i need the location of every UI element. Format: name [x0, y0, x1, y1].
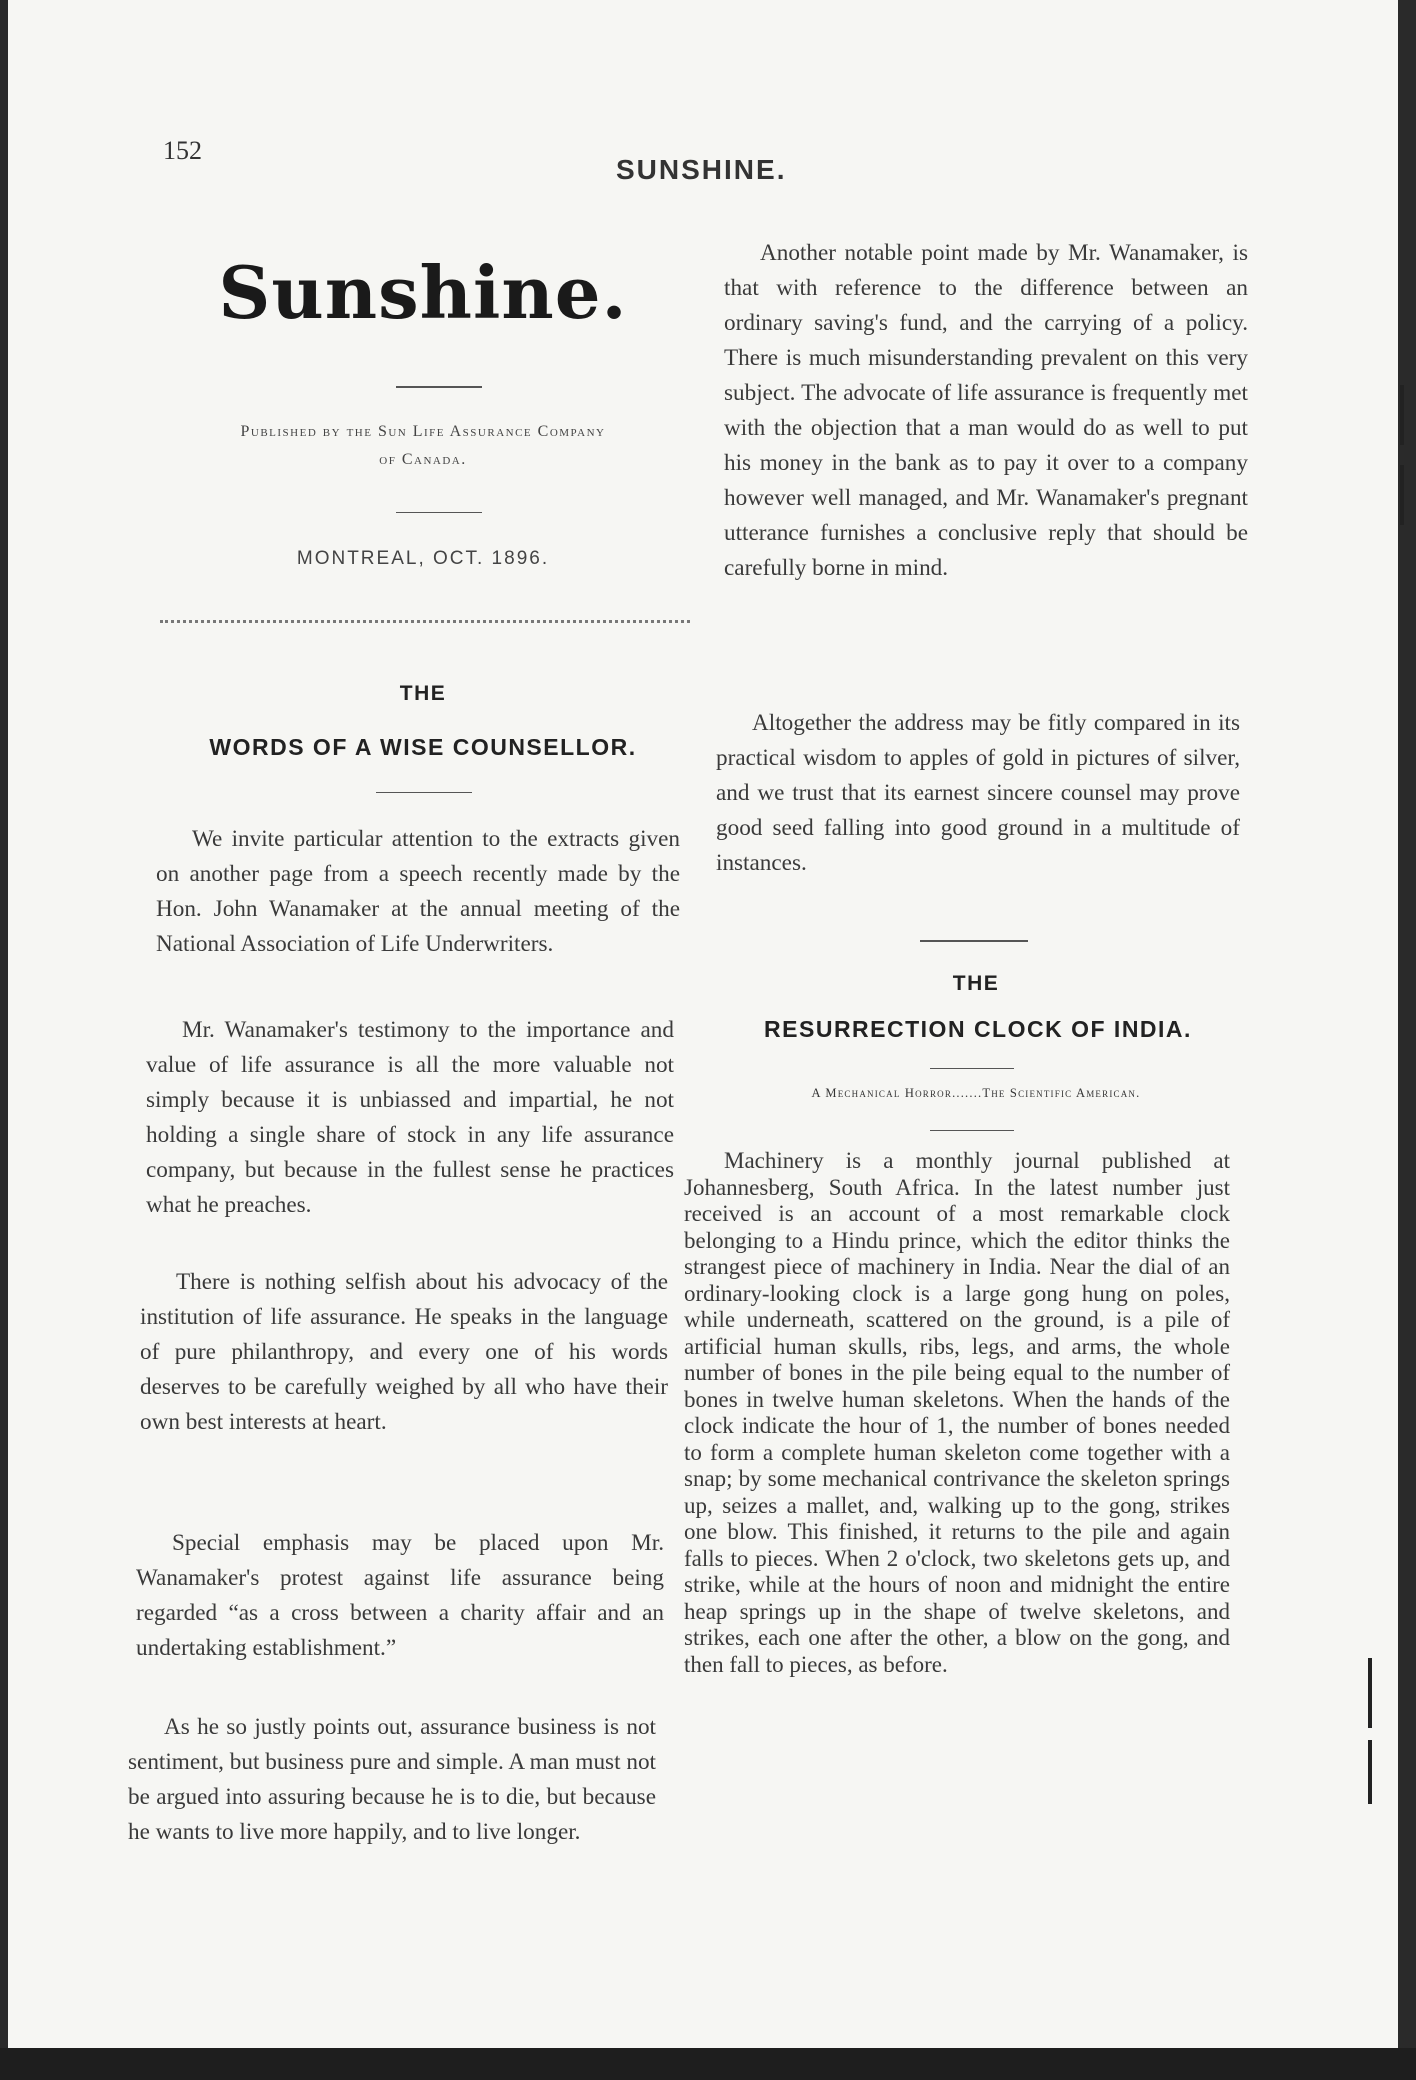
article2-subline: A Mechanical Horror.......The Scientific American. [811, 1086, 1141, 1100]
publisher-line-1: Published by the Sun Life Assurance Company [240, 423, 606, 440]
article2-heading-the: THE [952, 972, 1000, 995]
publisher-rule [396, 512, 482, 513]
scan-bottom-edge [0, 2048, 1416, 2080]
publisher-line-2: of Canada. [379, 451, 467, 468]
article2-heading-rule [930, 1068, 1014, 1069]
article1-heading: WORDS OF A WISE COUNSELLOR. [209, 734, 637, 760]
article1-paragraph-1: We invite particular attention to the extracts given on another page from a speech recently made by the Hon. John Wanamaker at the annual meeting of the National Association of Life Underwriters. [156, 826, 680, 957]
scan-mark-bottom-1 [1368, 1658, 1372, 1728]
masthead-title: Sunshine. [218, 250, 628, 335]
article1-paragraph-5: As he so justly points out, assurance business is not sentiment, but business pure and simple. A man must not be argued into assuring because he is to die, but because he wants to live more happily, and to live longer. [128, 1714, 656, 1845]
article1-heading-rule [376, 792, 472, 793]
article2-paragraph-1: Machinery is a monthly journal published at Johannesberg, South Africa. In the latest number just received is an account of a most remarkable clock belonging to a Hindu prince, which the editor thinks the strangest piece of machinery in India. Near the dial of an ordinary-looking clock is a large gong hung on poles, while underneath, scattered on the ground, is a pile of artificial human skulls, ribs, legs, and arms, the whole number of bones in the pile being equal to the number of bones in twelve human skeletons. When the hands of the clock indicate the hour of 1, the number of bones needed to form a complete human skeleton come together with a snap; by some mechanical contrivance the skeleton springs up, seizes a mallet, and, walking up to the gong, strikes one blow. This finished, it returns to the pile and again falls to pieces. When 2 o'clock, two skeletons gets up, and strike, while at the hours of noon and midnight the entire heap springs up in the shape of twelve skeletons, and strikes, each one after the other, a blow on the gong, and then fall to pieces, as before. [684, 1148, 1230, 1677]
article2-heading: RESURRECTION CLOCK OF INDIA. [764, 1016, 1192, 1042]
article1-paragraph-2: Mr. Wanamaker's testimony to the importance and value of life assurance is all the more valuable not simply because it is unbiassed and impartial, he not holding a single share of stock in any life assurance company, but because in the fullest sense he practices what he preaches. [146, 1017, 674, 1218]
article1-continued-paragraph-2: Altogether the address may be fitly compared in its practical wisdom to apples of gold in pictures of silver, and we trust that its earnest sincere counsel may prove good seed falling into good ground in a multitude of instances. [716, 710, 1240, 876]
article1-heading-the: THE [399, 682, 447, 705]
article1-continued-paragraph-1: Another notable point made by Mr. Wanamaker, is that with reference to the difference between an ordinary saving's fund, and the carrying of a policy. There is much misunderstanding prevalent on this very subject. The advocate of life assurance is frequently met with the objection that a man would do as well to put his money in the bank as to pay it over to a company however well managed, and Mr. Wanamaker's pregnant utterance furnishes a conclusive reply that should be carefully borne in mind. [724, 240, 1248, 581]
article1-paragraph-4: Special emphasis may be placed upon Mr. Wanamaker's protest against life assurance being regarded “as a cross between a charity affair and an undertaking establishment.” [136, 1530, 664, 1661]
scan-mark-top-2 [1400, 465, 1404, 525]
masthead-bottom-rule [160, 620, 690, 623]
page-number: 152 [163, 136, 202, 165]
dateline: MONTREAL, OCT. 1896. [296, 548, 550, 569]
scan-mark-top-1 [1400, 385, 1404, 445]
masthead-rule [396, 386, 482, 388]
journal-running-title: SUNSHINE. [616, 154, 787, 185]
article2-subline-rule [930, 1130, 1014, 1131]
publisher-line [156, 418, 690, 474]
article-separator-rule [920, 940, 1028, 942]
article1-paragraph-3: There is nothing selfish about his advocacy of the institution of life assurance. He speaks in the language of pure philanthropy, and every one of his words deserves to be carefully weighed by all who have their own best interests at heart. [140, 1269, 668, 1435]
scan-mark-bottom-2 [1368, 1740, 1372, 1804]
